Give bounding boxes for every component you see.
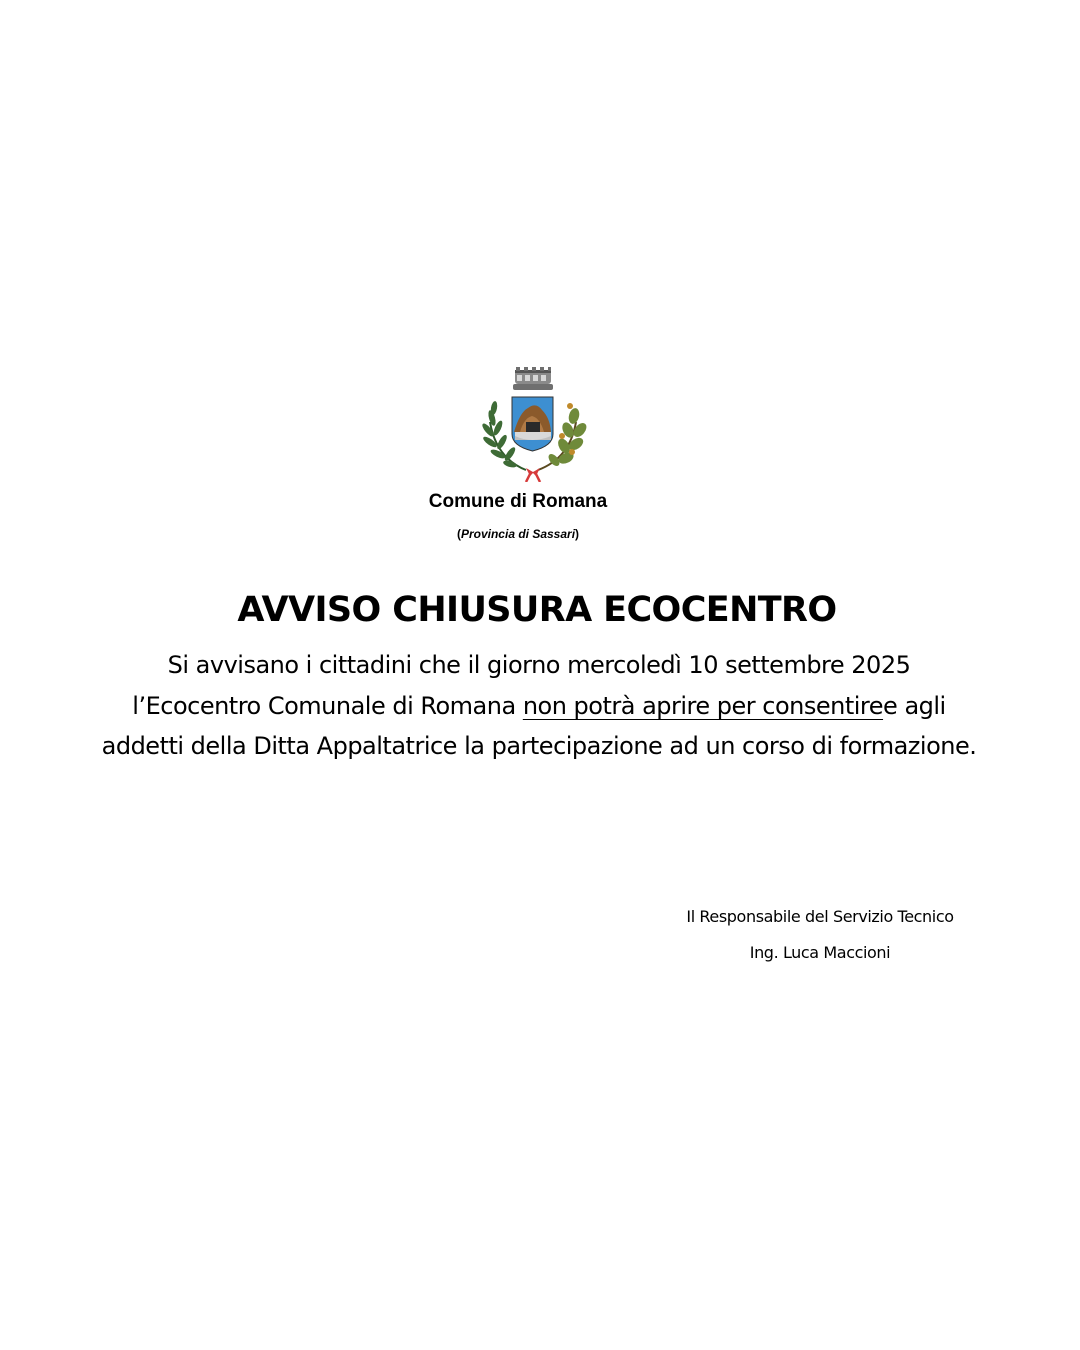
province-name: Provincia di Sassari	[460, 527, 576, 541]
notice-body-continuation: e agli addetti della Ditta Appaltatrice la partecipazione ad un corso di formazione.	[101, 691, 977, 760]
underlined-closure-phrase: non potrà aprire per consentire	[522, 691, 884, 720]
signature-name: Ing. Luca Maccioni	[749, 943, 891, 962]
municipal-coat-of-arms-icon	[476, 366, 590, 482]
crown-icon	[513, 367, 553, 390]
notice-body-text: l’Ecocentro Comunale di Romana	[132, 691, 523, 720]
municipality-name: Comune di Romana	[428, 491, 608, 512]
signature-role: Il Responsabile del Servizio Tecnico	[686, 907, 954, 926]
notice-body	[100, 645, 978, 767]
province-line	[0, 527, 1036, 541]
ribbon-icon	[526, 468, 540, 482]
signature-block	[640, 899, 1000, 971]
notice-body-line-1: Si avvisano i cittadini che il giorno mercoledì 10 settembre 2025	[167, 651, 911, 679]
province-close-paren: )	[575, 527, 580, 541]
notice-title: AVVISO CHIUSURA ECOCENTRO	[237, 590, 837, 630]
province-open-paren: (	[456, 527, 461, 541]
shield-icon	[512, 397, 553, 451]
